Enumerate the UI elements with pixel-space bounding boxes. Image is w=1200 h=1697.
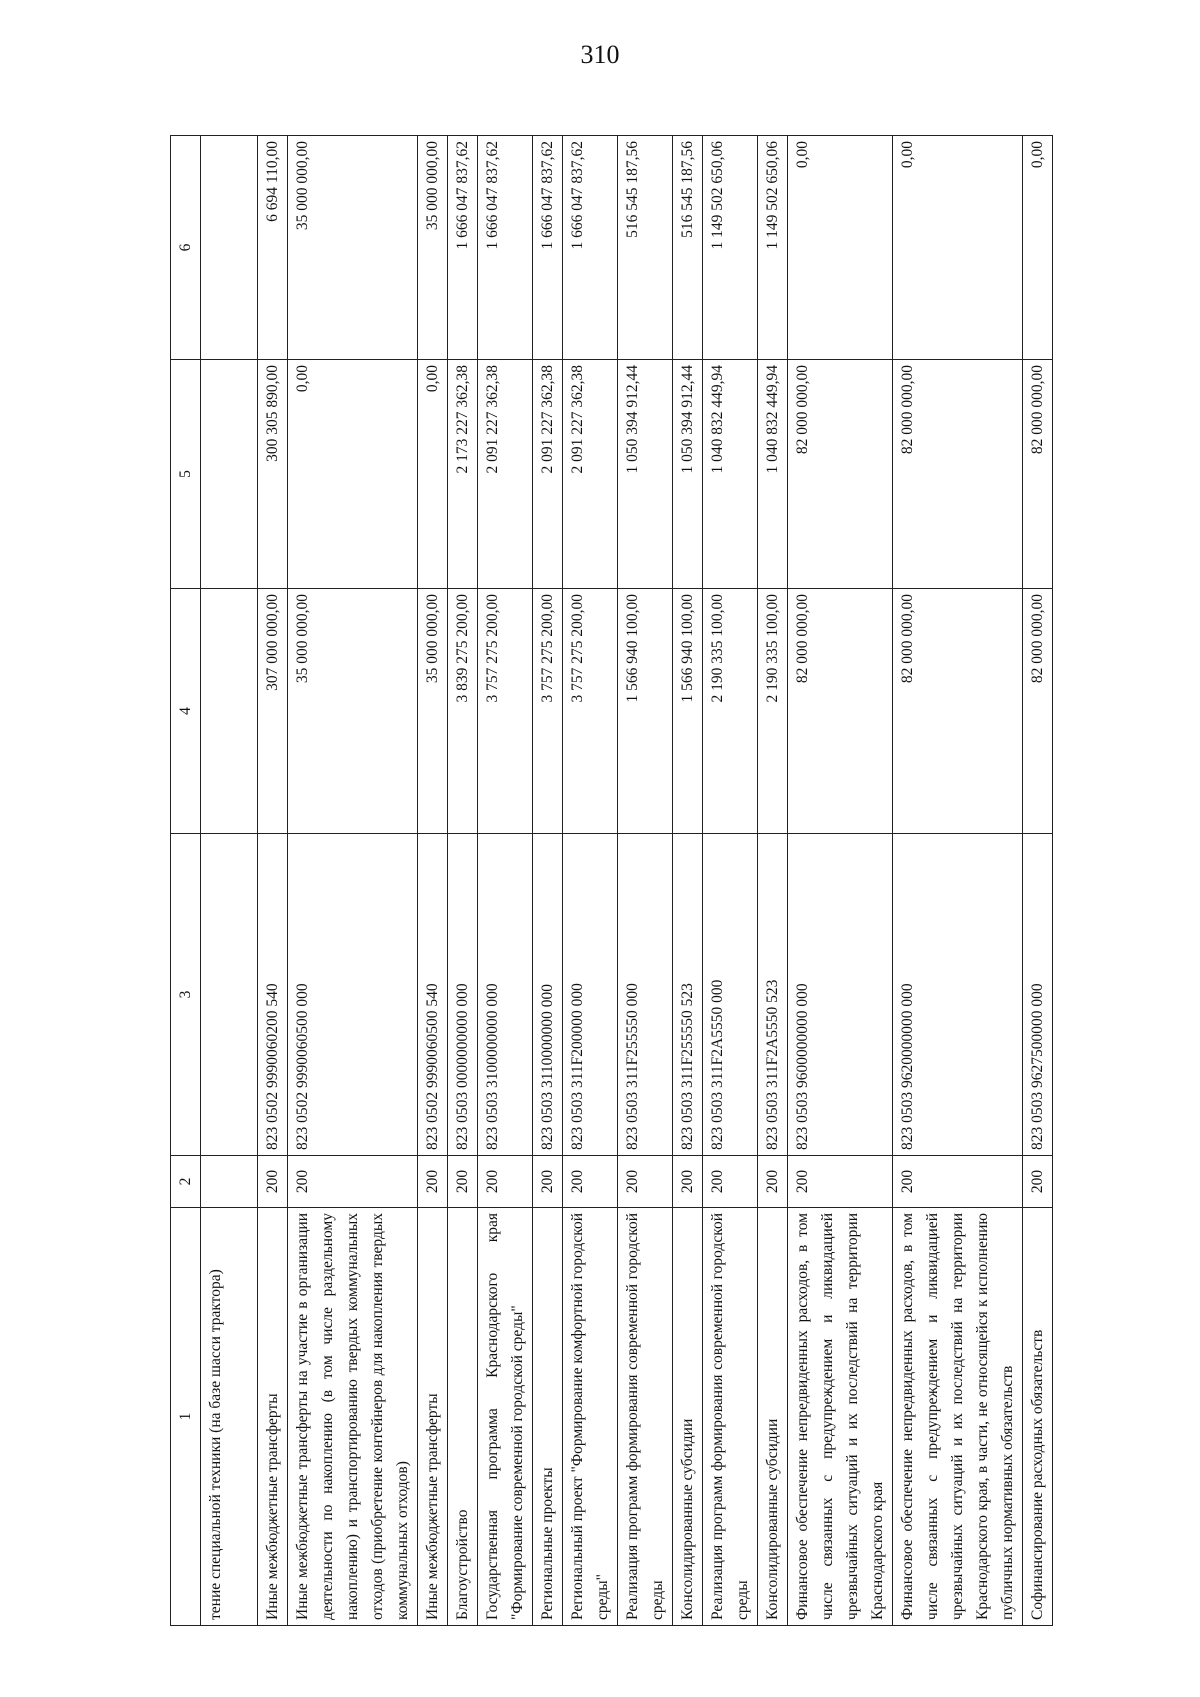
row-name: Софинансирование расходных обязательств <box>1023 1208 1053 1626</box>
table-row <box>618 136 673 1626</box>
row-value-4: 2 190 335 100,00 <box>758 589 788 834</box>
row-code <box>201 1156 258 1208</box>
row-value-6: 1 666 047 837,62 <box>478 136 533 360</box>
row-name: Финансовое обеспечение непредвиденных расходов, в том числе связанных с предупреждением и ликвидацией чрезвычайных ситуаций и их последствий на территории Краснодарского края <box>788 1208 893 1626</box>
row-code: 200 <box>1023 1156 1053 1208</box>
row-kbk <box>201 834 258 1156</box>
row-code: 200 <box>758 1156 788 1208</box>
row-code: 200 <box>673 1156 703 1208</box>
header-col-4: 4 <box>171 589 201 834</box>
table-row <box>258 136 288 1626</box>
row-name: Реализация программ формирования современной городской среды <box>618 1208 673 1626</box>
row-value-4: 82 000 000,00 <box>788 589 893 834</box>
row-code: 200 <box>788 1156 893 1208</box>
table-row <box>703 136 758 1626</box>
table-row <box>788 136 893 1626</box>
row-value-5: 82 000 000,00 <box>1023 360 1053 589</box>
row-value-5: 1 050 394 912,44 <box>618 360 673 589</box>
row-value-6: 0,00 <box>788 136 893 360</box>
row-code: 200 <box>563 1156 618 1208</box>
table-row <box>478 136 533 1626</box>
row-value-4: 3 839 275 200,00 <box>448 589 478 834</box>
row-code: 200 <box>288 1156 418 1208</box>
row-value-6: 1 666 047 837,62 <box>563 136 618 360</box>
row-name: Региональный проект "Формирование комфортной городской среды" <box>563 1208 618 1626</box>
row-kbk: 823 0503 311F2A5550 000 <box>703 834 758 1156</box>
row-value-6: 35 000 000,00 <box>288 136 418 360</box>
row-name: Государственная программа Краснодарского края "Формирование современной городской среды" <box>478 1208 533 1626</box>
table-row <box>533 136 563 1626</box>
row-kbk: 823 0502 9990060500 540 <box>418 834 448 1156</box>
row-value-5: 1 040 832 449,94 <box>703 360 758 589</box>
row-kbk: 823 0502 9990060200 540 <box>258 834 288 1156</box>
header-col-5: 5 <box>171 360 201 589</box>
row-value-6: 1 666 047 837,62 <box>533 136 563 360</box>
row-kbk: 823 0503 311F200000 000 <box>563 834 618 1156</box>
row-code: 200 <box>533 1156 563 1208</box>
row-kbk: 823 0503 311F255550 523 <box>673 834 703 1156</box>
row-code: 200 <box>258 1156 288 1208</box>
row-kbk: 823 0503 9600000000 000 <box>788 834 893 1156</box>
row-value-5: 0,00 <box>288 360 418 589</box>
table-row <box>448 136 478 1626</box>
row-value-6: 516 545 187,56 <box>618 136 673 360</box>
header-col-6: 6 <box>171 136 201 360</box>
row-value-4: 1 566 940 100,00 <box>618 589 673 834</box>
row-value-6: 1 149 502 650,06 <box>703 136 758 360</box>
row-name: Иные межбюджетные трансферты на участие в организации деятельности по накоплению (в том числе раздельному накоплению) и транспортированию твердых коммунальных отходов (приобретение контейнеров для накопления твердых коммунальных отходов) <box>288 1208 418 1626</box>
row-code: 200 <box>703 1156 758 1208</box>
table-row <box>288 136 418 1626</box>
row-value-5 <box>201 360 258 589</box>
row-kbk: 823 0502 9990060500 000 <box>288 834 418 1156</box>
table-row <box>418 136 448 1626</box>
row-name: Благоустройство <box>448 1208 478 1626</box>
row-value-4: 3 757 275 200,00 <box>563 589 618 834</box>
row-name: Консолидированные субсидии <box>758 1208 788 1626</box>
row-value-6: 35 000 000,00 <box>418 136 448 360</box>
row-value-6 <box>201 136 258 360</box>
row-value-6: 0,00 <box>1023 136 1053 360</box>
row-value-5: 0,00 <box>418 360 448 589</box>
row-name: Региональные проекты <box>533 1208 563 1626</box>
row-kbk: 823 0503 3100000000 000 <box>478 834 533 1156</box>
row-value-5: 1 040 832 449,94 <box>758 360 788 589</box>
row-value-5: 2 091 227 362,38 <box>533 360 563 589</box>
row-value-5: 2 173 227 362,38 <box>448 360 478 589</box>
row-name: Иные межбюджетные трансферты <box>418 1208 448 1626</box>
row-kbk: 823 0503 9627500000 000 <box>1023 834 1053 1156</box>
row-code: 200 <box>478 1156 533 1208</box>
row-value-5: 1 050 394 912,44 <box>673 360 703 589</box>
row-value-4: 35 000 000,00 <box>288 589 418 834</box>
row-code: 200 <box>618 1156 673 1208</box>
header-row <box>171 136 201 1626</box>
row-name: Консолидированные субсидии <box>673 1208 703 1626</box>
rotated-table-wrapper <box>170 136 1050 1626</box>
page-number: 310 <box>580 40 620 69</box>
row-value-4: 3 757 275 200,00 <box>478 589 533 834</box>
row-value-6: 0,00 <box>893 136 1023 360</box>
table-row <box>758 136 788 1626</box>
header-col-3: 3 <box>171 834 201 1156</box>
row-value-4: 3 757 275 200,00 <box>533 589 563 834</box>
table-row <box>563 136 618 1626</box>
table-row <box>673 136 703 1626</box>
row-name: Иные межбюджетные трансферты <box>258 1208 288 1626</box>
row-kbk: 823 0503 3110000000 000 <box>533 834 563 1156</box>
row-value-5: 300 305 890,00 <box>258 360 288 589</box>
row-code: 200 <box>448 1156 478 1208</box>
row-value-4: 307 000 000,00 <box>258 589 288 834</box>
row-value-4 <box>201 589 258 834</box>
row-kbk: 823 0503 0000000000 000 <box>448 834 478 1156</box>
header-col-1: 1 <box>171 1208 201 1626</box>
header-col-2: 2 <box>171 1156 201 1208</box>
row-code: 200 <box>418 1156 448 1208</box>
budget-table <box>170 135 1053 1626</box>
row-value-4: 82 000 000,00 <box>893 589 1023 834</box>
row-value-6: 6 694 110,00 <box>258 136 288 360</box>
row-kbk: 823 0503 9620000000 000 <box>893 834 1023 1156</box>
table-row <box>1023 136 1053 1626</box>
row-value-4: 82 000 000,00 <box>1023 589 1053 834</box>
row-kbk: 823 0503 311F2A5550 523 <box>758 834 788 1156</box>
row-value-6: 1 149 502 650,06 <box>758 136 788 360</box>
row-value-5: 2 091 227 362,38 <box>563 360 618 589</box>
table-row <box>201 136 258 1626</box>
row-value-6: 516 545 187,56 <box>673 136 703 360</box>
row-value-5: 82 000 000,00 <box>893 360 1023 589</box>
row-value-5: 82 000 000,00 <box>788 360 893 589</box>
row-value-5: 2 091 227 362,38 <box>478 360 533 589</box>
row-value-4: 35 000 000,00 <box>418 589 448 834</box>
row-name: тение специальной техники (на базе шасси трактора) <box>201 1208 258 1626</box>
row-code: 200 <box>893 1156 1023 1208</box>
row-kbk: 823 0503 311F255550 000 <box>618 834 673 1156</box>
row-name: Финансовое обеспечение непредвиденных расходов, в том числе связанных с предупреждением и ликвидацией чрезвычайных ситуаций и их последствий на территории Краснодарского края, в части, не относящейся к исполнению публичных нормативных обязательств <box>893 1208 1023 1626</box>
table-row <box>893 136 1023 1626</box>
row-value-4: 2 190 335 100,00 <box>703 589 758 834</box>
row-value-4: 1 566 940 100,00 <box>673 589 703 834</box>
row-value-6: 1 666 047 837,62 <box>448 136 478 360</box>
row-name: Реализация программ формирования современной городской среды <box>703 1208 758 1626</box>
